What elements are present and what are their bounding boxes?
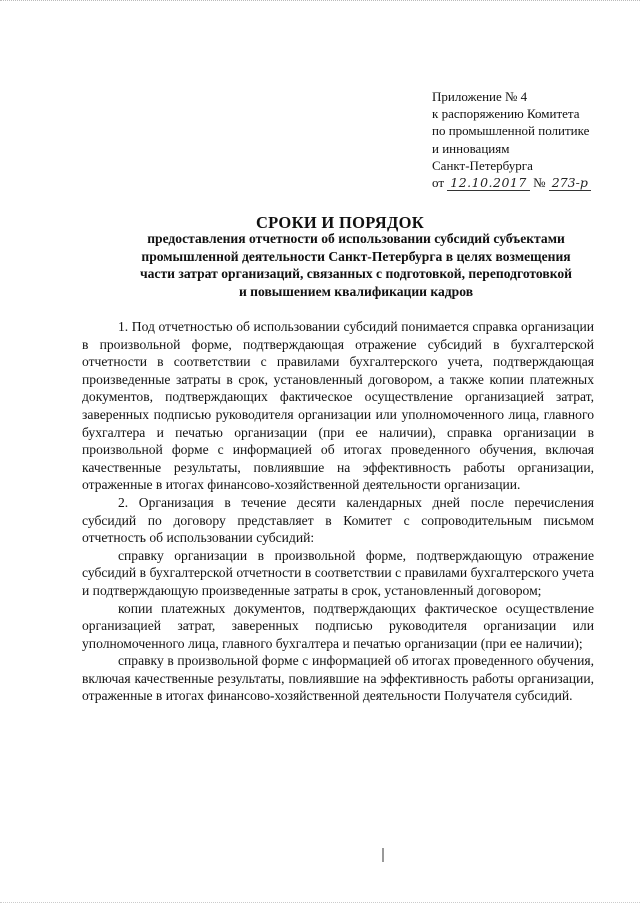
paragraph-item-statement: справку организации в произвольной форме, подтверждающую отражение субсидий в бухгалтерской отчетности в соответствии с правилами бухгалтерского учета и подтверждающую произведенные затраты в срок, установленный договором; [82, 547, 594, 598]
approval-line: и инновациям [432, 140, 510, 156]
document-body [82, 318, 594, 705]
paragraph-item-copies: копии платежных документов, подтверждающих фактическое осуществление организацией затрат, заверенных подписью руководителя организации или уполномоченного лица, главного бухгалтера и печатью организации (при ее наличии); [82, 600, 594, 651]
approval-line: Санкт-Петербурга [432, 157, 533, 173]
approval-line: по промышленной политике [432, 123, 590, 139]
document-title: СРОКИ И ПОРЯДОК [255, 213, 425, 232]
scan-edge-bottom [0, 901, 640, 903]
scan-edge-top [0, 0, 640, 7]
approval-line: Приложение № 4 [432, 89, 528, 104]
handwritten-date: 12.10.2017 [447, 176, 530, 191]
paragraph-2: 2. Организация в течение десяти календарных дней после перечисления субсидий по договору представляет в Комитет с сопроводительным письмом отчетность об использовании субсидий: [82, 494, 594, 546]
subtitle-line: части затрат организаций, связанных с подготовкой, переподготовкой [139, 266, 573, 281]
document-subtitle [96, 230, 616, 300]
paragraph-1: 1. Под отчетностью об использовании субсидий понимается справка организации в произвольной форме, подтверждающая отражение субсидий в бухгалтерской отчетности в соответствии с правилами бухгалтерского учета, подтверждающая произведенные затраты в срок, установленный договором, а также копии платежных документов, подтверждающих фактическое осуществление организацией затрат, заверенных подписью руководителя организации или уполномоченного лица, главного бухгалтера и печатью организации (при ее наличии), справка организации в произвольной форме с информацией об итогах проведенного обучения, включая качественные результаты, повлиявшие на эффективность работы организации, отраженные в итогах финансово-хозяйственной деятельности организации. [82, 319, 594, 493]
from-prefix: от [432, 175, 445, 191]
number-sign: № [533, 175, 546, 191]
subtitle-line: предоставления отчетности об использовании субсидий субъектами [147, 231, 565, 246]
handwritten-number: 273-р [549, 176, 591, 191]
approval-date-line [432, 174, 632, 191]
subtitle-line: промышленной деятельности Санкт-Петербурга в целях возмещения [141, 248, 571, 264]
paragraph-item-training: справку в произвольной форме с информацией об итогах проведенного обучения, включая качественные результаты, повлиявшие на эффективность работы организации, отраженные в итогах финансово-хозяйственной деятельности Получателя субсидий. [82, 653, 594, 704]
subtitle-line: и повышением квалификации кадров [238, 283, 474, 299]
approval-line: к распоряжению Комитета [432, 106, 580, 122]
scan-mark [382, 848, 384, 862]
approval-block [432, 88, 632, 191]
